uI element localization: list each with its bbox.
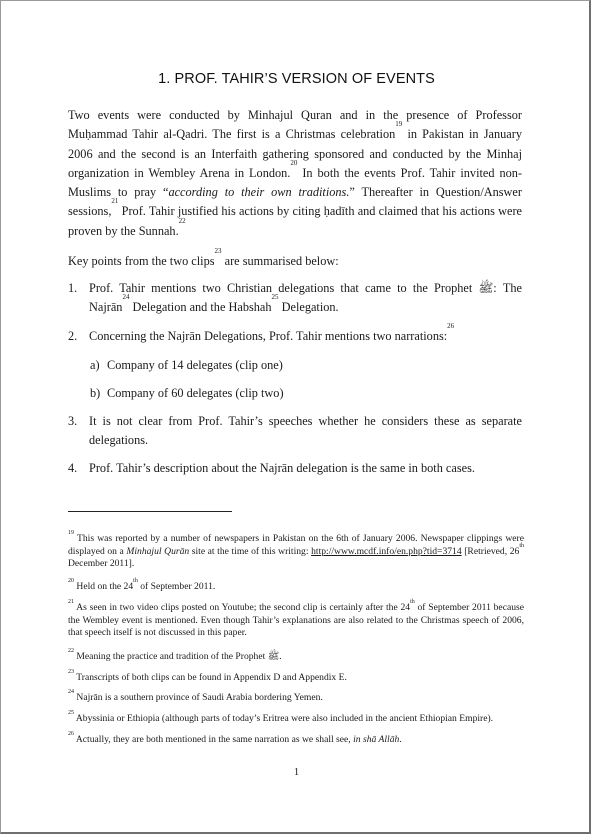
sub-list-text: Company of 14 delegates (clip one): [107, 358, 283, 372]
footnote-text: of September 2011.: [137, 581, 216, 592]
footnote-ref-26[interactable]: 26: [447, 322, 455, 330]
list-text: [89, 279, 522, 318]
footnote-number: 19: [68, 530, 74, 536]
sub-list-text: Company of 60 delegates (clip two): [107, 386, 284, 400]
footnote-ref-20[interactable]: 20: [290, 158, 298, 167]
intro-paragraph: [68, 106, 522, 241]
intro-text-3: In both the events Prof. Tahir invited non-Muslims to pray “: [68, 165, 522, 200]
section-title: 1. PROF. TAHIR’S VERSION OF EVENTS: [158, 71, 435, 87]
footnote-separator: [68, 511, 232, 512]
footnote-text: Transcripts of both clips can be found in Appendix D and Appendix E.: [74, 672, 347, 683]
footnote-number: 22: [68, 648, 74, 654]
footnote-text: Meaning the practice and tradition of the Prophet ﷺ.: [74, 651, 282, 662]
footnote-number: 23: [68, 669, 74, 675]
list-number: 4.: [68, 461, 78, 475]
footnote-number: 21: [68, 599, 74, 605]
footnote-20: [68, 578, 524, 594]
list-text-part: Delegation.: [278, 300, 339, 315]
list-text-part: Delegation and the Habshah: [129, 300, 272, 315]
page-number: 1: [293, 767, 300, 778]
intro-text-2: in Pakistan in January 2006 and the second is an Interfaith gathering sponsored and conducted by the Minhaj organization in Wembley Arena in London.: [68, 127, 522, 180]
footnote-italic: Minhajul Qurān: [126, 545, 190, 557]
footnote-19: [68, 530, 524, 571]
sub-list-item: [90, 384, 520, 403]
ordinal-suffix: th: [519, 542, 524, 549]
intro-text-1: Two events were conducted by Minhajul Quran and in the presence of Professor Muḥammad Tahir al-Qadri. The first is a Christmas celebration: [68, 108, 522, 142]
footnote-ref-23[interactable]: 23: [214, 247, 222, 255]
key-points-text-1: Key points from the two clips: [68, 254, 215, 268]
source-link[interactable]: http://www.mcdf.info/en.php?tid=3714: [311, 545, 462, 557]
list-item: [68, 412, 522, 451]
intro-quote: according to their own traditions.: [168, 185, 350, 200]
footnote-ref-25[interactable]: 25: [271, 293, 279, 302]
footnote-26: [68, 731, 524, 747]
key-points-intro: [68, 247, 522, 271]
footnote-text: [Retrieved, 26: [461, 545, 520, 557]
footnote-text: Actually, they are both mentioned in the same narration as we shall see,: [74, 734, 354, 745]
sub-list-marker: a): [90, 358, 100, 372]
key-points-text-2: are summarised below:: [221, 254, 339, 268]
footnote-21: [68, 599, 524, 640]
footnote-ref-19[interactable]: 19: [395, 120, 403, 129]
footnote-number: 26: [68, 731, 74, 737]
footnote-ref-24[interactable]: 24: [122, 293, 130, 302]
footnote-number: 20: [68, 578, 74, 584]
footnote-number: 25: [68, 710, 74, 716]
footnote-text: This was reported by a number of newspapers in Pakistan on the 6th of January 2006. Newspaper clippings were displayed on a: [68, 533, 524, 557]
list-item: [68, 459, 522, 478]
footnote-text: .: [399, 734, 402, 745]
list-number: 1.: [68, 281, 78, 295]
footnote-italic: in shā Allāh: [353, 734, 400, 745]
ordinal-suffix: th: [410, 599, 415, 605]
footnote-23: [68, 669, 524, 685]
intro-text-5: Prof. Tahir justified his actions by citing ḥadīth and claimed that his actions were proven by the Sunnah.: [68, 204, 522, 238]
footnote-ref-22[interactable]: 22: [178, 216, 186, 225]
list-number: 3.: [68, 414, 78, 428]
footnote-text: December 2011].: [68, 558, 135, 570]
footnote-25: [68, 710, 524, 726]
footnote-text: of September 2011 because the Wembley event is mentioned. Even though Tahir’s explanations are also related to the Christmas speech of 2006, that speech itself is not discussed in this paper.: [68, 602, 524, 639]
footnote-text: Abyssinia or Ethiopia (although parts of today’s Eritrea were also included in the ancient Ethiopian Empire).: [74, 713, 494, 724]
footnote-text: Najrān is a southern province of Saudi Arabia bordering Yemen.: [74, 692, 323, 703]
sub-list-marker: b): [90, 386, 101, 400]
list-item: [68, 279, 522, 318]
list-text: It is not clear from Prof. Tahir’s speeches whether he considers these as separate delegations.: [89, 414, 522, 448]
footnote-number: 24: [68, 689, 74, 695]
list-text: [89, 322, 522, 346]
sub-list-item: [90, 356, 520, 375]
ordinal-suffix: th: [133, 578, 138, 584]
footnote-text: As seen in two video clips posted on Youtube; the second clip is certainly after the 24: [74, 602, 411, 613]
list-text: Prof. Tahir’s description about the Najrān delegation is the same in both cases.: [89, 461, 475, 475]
footnote-ref-21[interactable]: 21: [111, 197, 119, 206]
list-text-part: Concerning the Najrān Delegations, Prof. Tahir mentions two narrations:: [89, 329, 448, 343]
footnote-24: [68, 689, 524, 705]
footnote-22: [68, 648, 524, 664]
list-item: [68, 322, 522, 346]
footnote-text: site at the time of this writing:: [189, 545, 312, 557]
footnote-text: Held on the 24: [74, 581, 134, 592]
intro-text-4: ” Thereafter in Question/Answer sessions,: [68, 185, 522, 219]
list-number: 2.: [68, 329, 78, 343]
list-text-part: Prof. Tahir mentions two Christian delegations that came to the Prophet ﷺ: The Najrān: [89, 281, 522, 315]
